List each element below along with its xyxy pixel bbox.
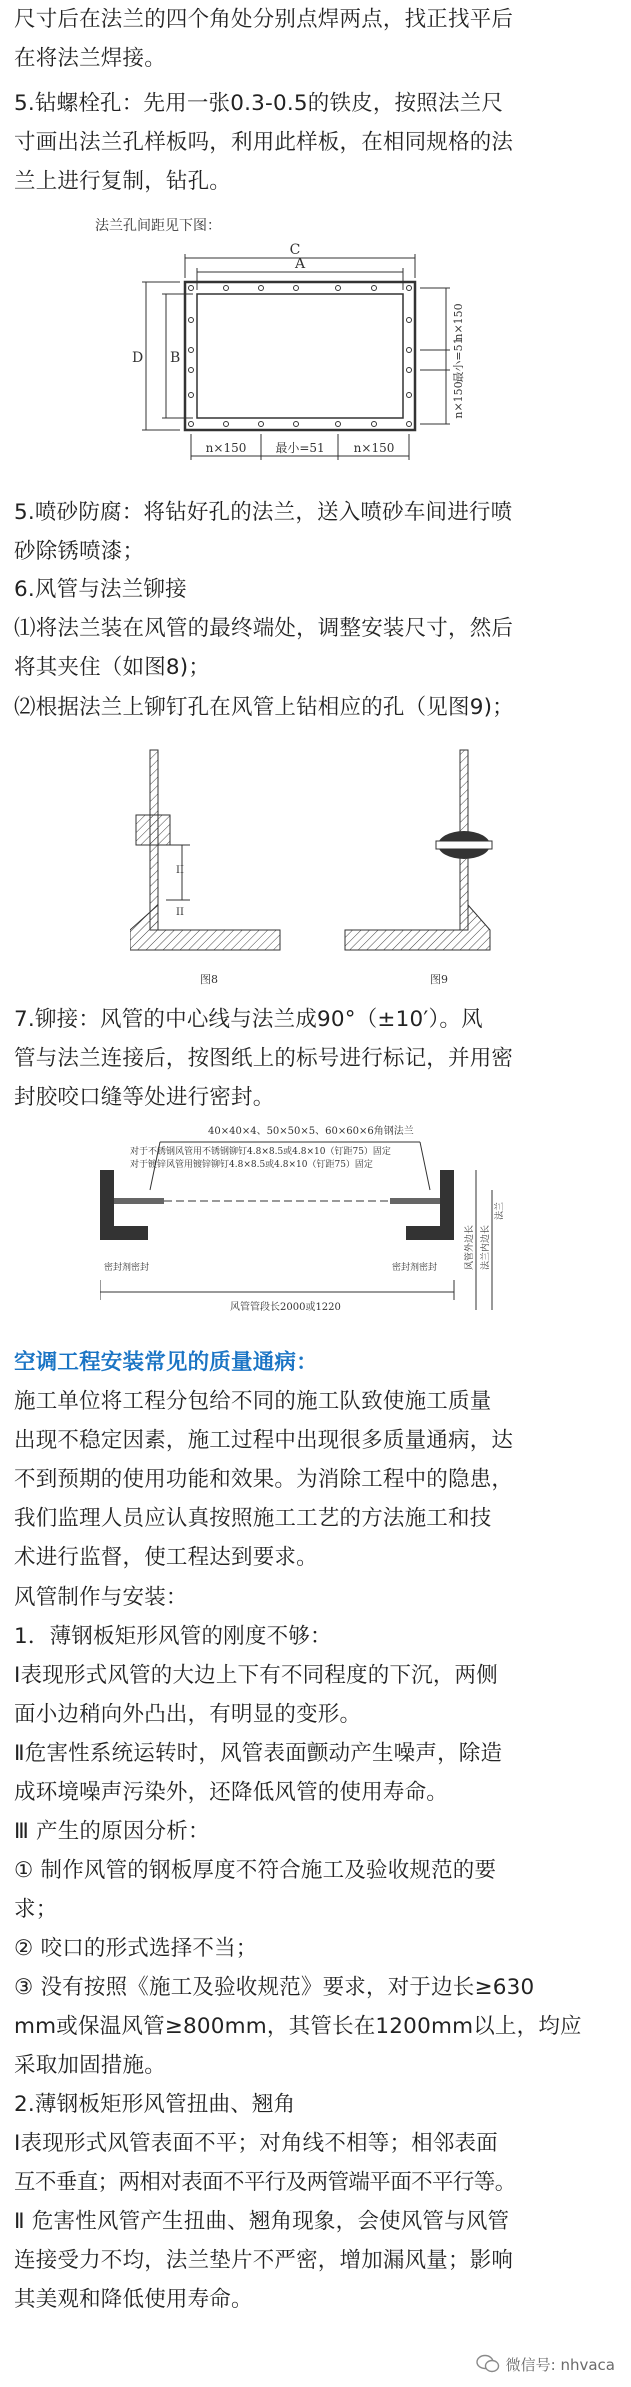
paragraph-weld [14, 0, 618, 78]
text-line: 连接受力不均，法兰垫片不严密，增加漏风量；影响 [14, 2248, 514, 2273]
right-flange [390, 1170, 454, 1240]
wechat-icon [476, 2354, 500, 2374]
paragraph-cause-1 [14, 1851, 618, 1929]
dim-d-label: D [132, 350, 144, 366]
text-line: ⑴将法兰装在风管的最终端处，调整安装尺寸，然后 [14, 616, 514, 641]
flange-label: 法兰 [495, 1201, 505, 1220]
seal-left-label: 密封剂密封 [104, 1263, 150, 1273]
text-line: 5.喷砂防腐：将钻好孔的法兰，送入喷砂车间进行喷 [14, 500, 513, 525]
paragraph-cause-title [14, 1812, 618, 1851]
text-line: 管与法兰连接后，按图纸上的标号进行标记，并用密 [14, 1046, 514, 1071]
text-line: 在将法兰焊接。 [14, 46, 166, 71]
figure1-caption: 法兰孔间距见下图： [95, 218, 221, 234]
mark-bottom: II [176, 907, 184, 918]
dim-right-top: n×150 [452, 303, 465, 341]
duct-section-diagram [100, 1120, 540, 1335]
paragraph-form [14, 1656, 618, 1734]
rivet-note-galvanized: 对于镀锌风管用镀锌铆钉4.8×8.5或4.8×10（钉距75）固定 [130, 1160, 373, 1170]
text-line: 其美观和降低使用寿命。 [14, 2287, 253, 2312]
text-line: 施工单位将工程分包给不同的施工队致使施工质量 [14, 1389, 492, 1414]
dim-bottom-right: n×150 [353, 441, 395, 455]
text-line: ⑵根据法兰上铆钉孔在风管上钻相应的孔（见图9)； [14, 695, 514, 720]
flange-inner [197, 294, 403, 418]
dim-right-mid: 最小=51 [452, 337, 465, 383]
duct-length-label: 风管管段长2000或1220 [230, 1302, 341, 1313]
wechat-watermark [476, 2351, 615, 2377]
text-line: 5.钻螺栓孔：先用一张0.3-0.5的铁皮，按照法兰尺 [14, 91, 504, 116]
text-line: Ⅰ表现形式风管表面不平；对角线不相等；相邻表面 [14, 2131, 498, 2156]
text-line: 尺寸后在法兰的四个角处分别点焊两点，找正找平后 [14, 7, 514, 32]
text-line: ① 制作风管的钢板厚度不符合施工及验收规范的要 [14, 1858, 497, 1883]
text-line: 不到预期的使用功能和效果。为消除工程中的隐患， [14, 1467, 514, 1492]
text-line: 成环境噪声污染外，还降低风管的使用寿命。 [14, 1780, 449, 1805]
figure-8-label: 图8 [200, 973, 218, 986]
text-line: 2.薄钢板矩形风管扭曲、翘角 [14, 2092, 296, 2117]
paragraph-cause-3 [14, 1968, 618, 2085]
text-line: 面小边稍向外凸出，有明显的变形。 [14, 1702, 362, 1727]
text-line: ③ 没有按照《施工及验收规范》要求，对于边长≥630 [14, 1975, 535, 2000]
text-line: 我们监理人员应认真按照施工工艺的方法施工和技 [14, 1506, 492, 1531]
flange-hole-diagram [80, 210, 510, 475]
paragraph-drill-holes [14, 84, 618, 201]
text-line: 6.风管与法兰铆接 [14, 577, 187, 602]
paragraph-cause-2 [14, 1929, 618, 1968]
paragraph-riveting-title [14, 570, 618, 609]
paragraph-form-2 [14, 2124, 618, 2202]
bolt-holes [189, 286, 412, 427]
dim-bottom-mid: 最小=51 [275, 441, 325, 455]
dim-a-label: A [294, 256, 306, 272]
text-line: Ⅲ 产生的原因分析： [14, 1819, 210, 1844]
text-line: 互不垂直；两相对表面不平行及两管端平面不平行等。 [14, 2170, 516, 2195]
text-line: Ⅱ 危害性风管产生扭曲、翘角现象，会使风管与风管 [14, 2209, 510, 2234]
paragraph-clamp [14, 609, 618, 687]
paragraph-intro [14, 1382, 618, 1577]
paragraph-riveting [14, 1000, 618, 1117]
text-line: ② 咬口的形式选择不当； [14, 1936, 258, 1961]
paragraph-rivet-holes [14, 688, 618, 727]
text-line: 封胶咬口缝等处进行密封。 [14, 1085, 275, 1110]
text-line: 将其夹住（如图8)； [14, 655, 211, 680]
flange-outer [185, 282, 415, 430]
text-line: 采取加固措施。 [14, 2053, 166, 2078]
text-line: 风管制作与安装： [14, 1585, 188, 1610]
paragraph-duct-heading [14, 1578, 618, 1617]
text-line: Ⅰ表现形式风管的大边上下有不同程度的下沉，两侧 [14, 1663, 498, 1688]
flange-clamp-diagram [130, 745, 550, 995]
dim-right-bottom: n×150 [452, 381, 465, 419]
section-heading [14, 1343, 618, 1382]
dim-b-label: B [170, 350, 181, 366]
flange-side-label: 法兰内边长 [481, 1224, 491, 1270]
dim-right-line [420, 288, 450, 424]
watermark-text: 微信号: nhvaca [505, 2355, 615, 2374]
angle-flange [130, 905, 280, 950]
dim-bottom-left: n×150 [205, 441, 247, 455]
clamp [136, 815, 170, 845]
angle-flange [345, 905, 490, 950]
text-line: 1．薄钢板矩形风管的刚度不够： [14, 1624, 332, 1649]
figure-9-label: 图9 [430, 973, 448, 986]
heading-text: 空调工程安装常见的质量通病： [14, 1350, 318, 1375]
text-line: 术进行监督，使工程达到要求。 [14, 1545, 318, 1570]
text-line: 出现不稳定因素，施工过程中出现很多质量通病，达 [14, 1428, 514, 1453]
paragraph-item-1 [14, 1617, 618, 1656]
dim-c-label: C [289, 242, 301, 258]
paragraph-item-2 [14, 2085, 618, 2124]
paragraph-harm-2 [14, 2202, 618, 2319]
duct-side-label: 风管外边长 [465, 1224, 475, 1270]
mark-top: II [176, 865, 184, 876]
rivet-note-stainless: 对于不锈钢风管用不锈钢铆钉4.8×8.5或4.8×10（钉距75）固定 [130, 1147, 391, 1157]
text-line: 7.铆接：风管的中心线与法兰成90°（±10′）。风 [14, 1007, 483, 1032]
text-line: 寸画出法兰孔样板吗，利用此样板，在相同规格的法 [14, 130, 514, 155]
text-line: 求； [14, 1897, 58, 1922]
rivet [436, 841, 492, 849]
paragraph-harm [14, 1734, 618, 1812]
paragraph-sandblast [14, 493, 618, 571]
left-flange [100, 1170, 164, 1240]
flange-spec-label: 40×40×4、50×50×5、60×60×6角钢法兰 [208, 1126, 414, 1137]
figure-8 [130, 750, 280, 986]
text-line: 兰上进行复制，钻孔。 [14, 169, 232, 194]
seal-right-label: 密封剂密封 [392, 1263, 438, 1273]
text-line: mm或保温风管≥800mm，其管长在1200mm以上，均应 [14, 2014, 582, 2039]
text-line: 砂除锈喷漆； [14, 539, 145, 564]
text-line: Ⅱ危害性系统运转时，风管表面颤动产生噪声，除造 [14, 1741, 503, 1766]
figure-9 [345, 750, 492, 986]
